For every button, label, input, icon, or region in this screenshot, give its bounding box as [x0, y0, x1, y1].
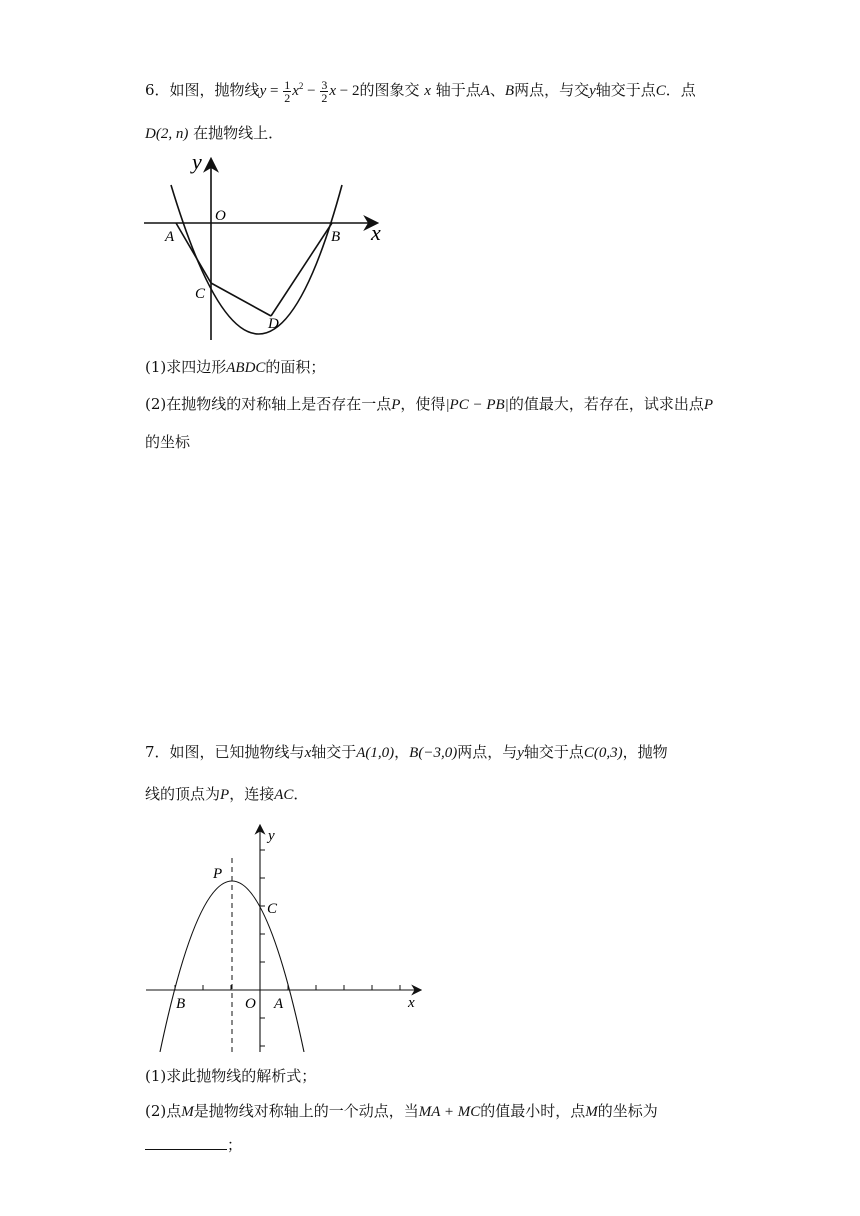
q7-point-b: B(−3,0) [409, 745, 458, 761]
q6-part2-line1: (2)在抛物线的对称轴上是否存在一点P，使得|PC − PB|的值最大，若存在，试求出点P [145, 395, 713, 413]
q7-part1: (1)求此抛物线的解析式； [145, 1067, 317, 1085]
q7-stem-line1: 7．如图，已知抛物线与x轴交于A(1,0)，B(−3,0)两点，与y轴交于点C(0,3)，抛物 [145, 743, 668, 761]
q7-figure [140, 820, 430, 1056]
q7-label-b: B [176, 996, 186, 1012]
q7-sum-expression: MA + MC [418, 1104, 481, 1120]
q6-segment-ac [176, 223, 211, 283]
q7-label-o: O [245, 996, 256, 1012]
q6-stem-line2: D(2, n) 在抛物线上． [145, 124, 284, 142]
q7-stem-line2: 线的顶点为P，连接AC． [145, 785, 309, 803]
q6-number: 6． [145, 81, 170, 99]
q6-label-o: O [215, 208, 226, 224]
q6-abs-expression: |PC − PB| [445, 397, 509, 413]
q7-point-c: C(0,3) [583, 745, 623, 761]
q6-part1: (1)求四边形ABDC的面积； [145, 358, 326, 376]
q6-label-a: A [165, 229, 175, 245]
q7-label-y: y [268, 828, 275, 844]
answer-blank[interactable] [145, 1135, 227, 1150]
q6-equation: y = $\frac{1}{2}$ $x^2$ − $\frac{3}{2}$ x − 2 [259, 78, 360, 106]
q7-point-a: A(1,0) [356, 745, 395, 761]
q6-point-d: D(2, n) [145, 126, 189, 142]
q6-label-b: B [331, 229, 341, 245]
q7-label-x: x [408, 995, 415, 1011]
q7-part2-line2: ； [145, 1135, 242, 1155]
q7-label-c: C [267, 901, 278, 917]
q6-segment-db [271, 223, 332, 316]
q7-part2-line1: (2)点M是抛物线对称轴上的一个动点，当MA + MC的值最小时，点M的坐标为 [145, 1102, 658, 1120]
q6-label-y: y [192, 150, 202, 174]
q6-stem-line1: 6．如图，抛物线y = $\frac{1}{2}$ $x^2$ − $\frac{3}{2}$ x − 2的图象交 x 轴于点A、B两点，与交y轴交于点C．点 [145, 78, 696, 106]
q7-y-ticks [260, 850, 265, 1046]
q6-figure [140, 150, 390, 340]
q7-label-p: P [213, 866, 223, 882]
q7-x-ticks [175, 985, 400, 990]
q6-label-c: C [195, 286, 206, 302]
q6-label-d: D [268, 316, 279, 332]
q6-segment-cd [211, 283, 271, 316]
q6-part2-line2: 的坐标 [145, 433, 191, 451]
q6-label-x: x [371, 220, 381, 245]
q7-label-a: A [274, 996, 284, 1012]
q7-number: 7． [145, 743, 170, 761]
